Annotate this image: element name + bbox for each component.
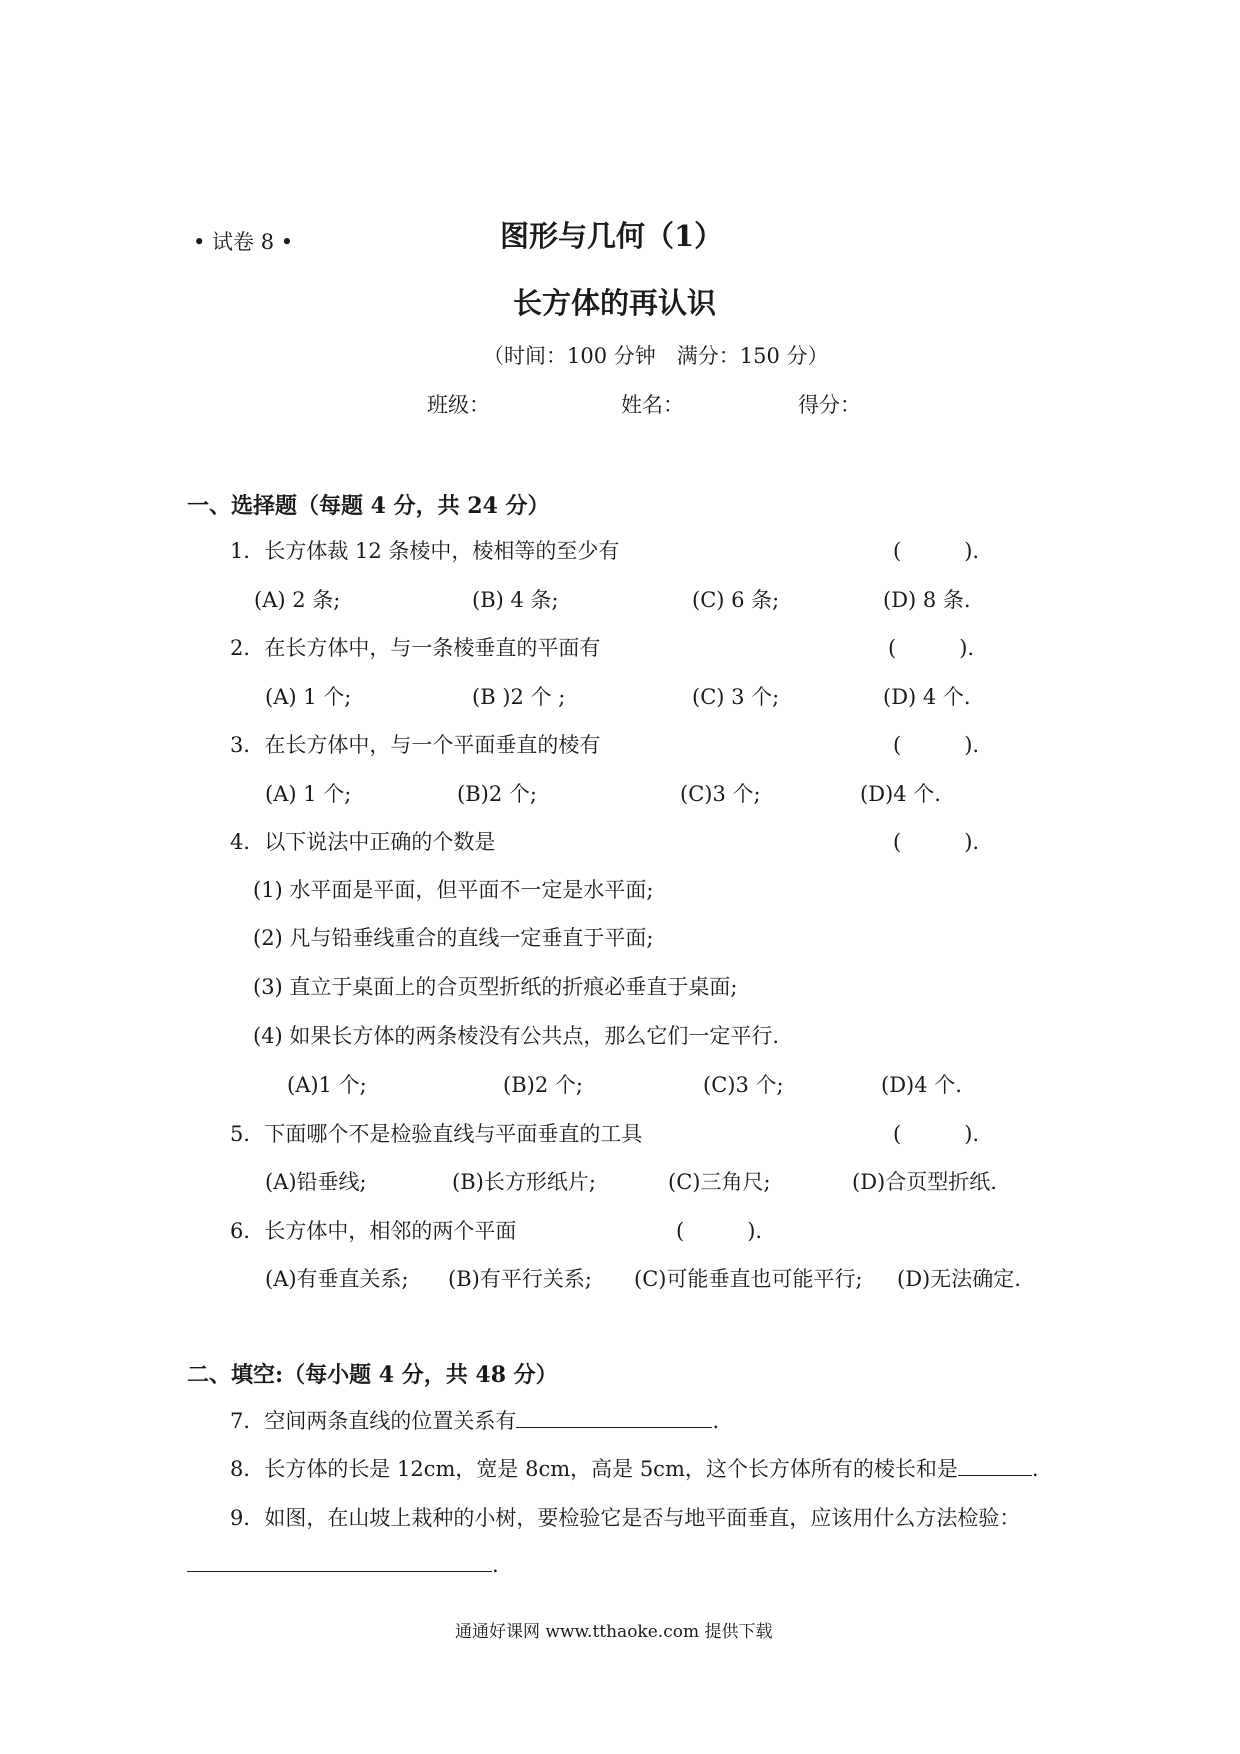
q3-option-c: (C)3 个; — [680, 782, 761, 806]
answer-paren-6: ( ). — [676, 1219, 763, 1243]
question-7-end: . — [712, 1409, 720, 1433]
exam-label: • 试卷 8 • — [193, 230, 294, 254]
question-6: 6．长方体中，相邻的两个平面 — [230, 1219, 517, 1243]
q4-option-b: (B)2 个; — [503, 1073, 583, 1097]
question-5: 5．下面哪个不是检验直线与平面垂直的工具 — [230, 1122, 643, 1146]
q4-option-c: (C)3 个; — [703, 1073, 784, 1097]
q1-option-c: (C) 6 条; — [692, 588, 780, 612]
q4-option-d: (D)4 个. — [881, 1073, 962, 1097]
question-3: 3．在长方体中，与一个平面垂直的棱有 — [230, 733, 601, 757]
answer-paren-3: ( ). — [893, 733, 980, 757]
question-7 — [230, 1405, 719, 1435]
q1-option-a: (A) 2 条; — [254, 588, 341, 612]
q4-statement-3: (3) 直立于桌面上的合页型折纸的折痕必垂直于桌面; — [253, 975, 738, 999]
name-label: 姓名： — [621, 393, 684, 417]
q6-option-d: (D)无法确定. — [897, 1267, 1021, 1291]
q2-option-a: (A) 1 个; — [265, 685, 352, 709]
q2-option-b: (B )2 个 ; — [472, 685, 566, 709]
q8-answer-blank[interactable] — [958, 1455, 1032, 1476]
q9-answer-blank[interactable] — [187, 1551, 492, 1572]
q5-option-d: (D)合页型折纸. — [852, 1170, 997, 1194]
answer-paren-2: ( ). — [888, 636, 975, 660]
section-heading-choice: 一、选择题（每题 4 分，共 24 分） — [187, 493, 550, 519]
q2-option-c: (C) 3 个; — [692, 685, 780, 709]
q1-option-d: (D) 8 条. — [883, 588, 971, 612]
question-2: 2．在长方体中，与一条棱垂直的平面有 — [230, 636, 601, 660]
q3-option-a: (A) 1 个; — [265, 782, 352, 806]
q5-option-a: (A)铅垂线; — [265, 1170, 367, 1194]
q1-option-b: (B) 4 条; — [472, 588, 559, 612]
question-8-text: 8．长方体的长是 12cm，宽是 8cm，高是 5cm，这个长方体所有的棱长和是 — [230, 1457, 958, 1481]
class-label: 班级： — [427, 393, 490, 417]
footer-text: 通通好课网 www.tthaoke.com 提供下载 — [455, 1622, 773, 1642]
answer-paren-5: ( ). — [893, 1122, 980, 1146]
exam-subtitle: 长方体的再认识 — [513, 286, 717, 320]
question-4: 4．以下说法中正确的个数是 — [230, 830, 496, 854]
q2-option-d: (D) 4 个. — [883, 685, 971, 709]
q4-statement-1: (1) 水平面是平面，但平面不一定是水平面; — [253, 878, 654, 902]
question-9: 9．如图，在山坡上栽种的小树，要检验它是否与地平面垂直，应该用什么方法检验： — [230, 1506, 1021, 1530]
q4-statement-2: (2) 凡与铅垂线重合的直线一定垂直于平面; — [253, 926, 654, 950]
time-info: （时间：100 分钟 满分：150 分） — [483, 344, 829, 368]
q3-option-b: (B)2 个; — [457, 782, 537, 806]
q5-option-c: (C)三角尺; — [668, 1170, 771, 1194]
q5-option-b: (B)长方形纸片; — [452, 1170, 596, 1194]
question-8 — [230, 1453, 1039, 1483]
score-label: 得分： — [798, 393, 861, 417]
question-9-answer-line — [187, 1551, 499, 1577]
question-8-end: . — [1031, 1457, 1039, 1481]
answer-paren-4: ( ). — [893, 830, 980, 854]
q4-statement-4: (4) 如果长方体的两条棱没有公共点，那么它们一定平行. — [253, 1024, 780, 1048]
question-7-text: 7．空间两条直线的位置关系有 — [230, 1409, 517, 1433]
q6-option-c: (C)可能垂直也可能平行; — [634, 1267, 863, 1291]
section-heading-fill: 二、填空:（每小题 4 分，共 48 分） — [187, 1362, 558, 1388]
question-1: 1．长方体裁 12 条棱中，棱相等的至少有 — [230, 539, 620, 563]
question-9-end: . — [492, 1553, 499, 1577]
q4-option-a: (A)1 个; — [287, 1073, 367, 1097]
q3-option-d: (D)4 个. — [860, 782, 941, 806]
q6-option-a: (A)有垂直关系; — [265, 1267, 409, 1291]
exam-title: 图形与几何（1） — [500, 219, 724, 253]
q6-option-b: (B)有平行关系; — [448, 1267, 592, 1291]
q7-answer-blank[interactable] — [516, 1407, 712, 1428]
answer-paren-1: ( ). — [893, 539, 980, 563]
